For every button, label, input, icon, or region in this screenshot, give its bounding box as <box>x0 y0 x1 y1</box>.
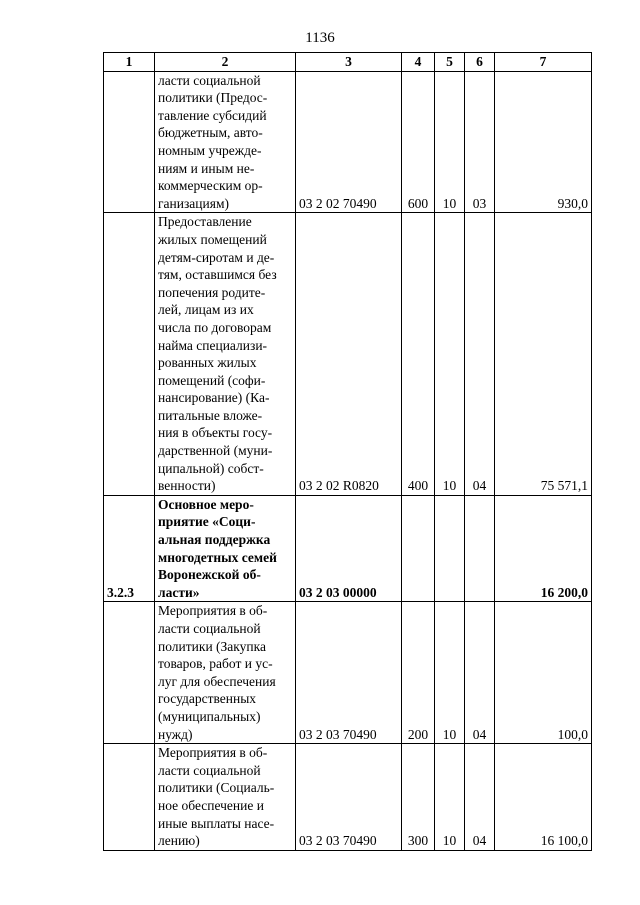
column-header-3: 3 <box>296 53 402 72</box>
table-row <box>104 71 592 213</box>
page-number: 1136 <box>305 30 335 46</box>
row-name-text: Мероприятия в об- ласти социальной политики (Социаль- ное обеспечение и иные выплаты насе- лению) <box>158 745 275 849</box>
row-amount-cell <box>495 744 592 851</box>
row-subsection-cell <box>465 71 495 213</box>
column-header-1: 1 <box>104 53 155 72</box>
row-section-cell <box>435 744 465 851</box>
column-header-4: 4 <box>402 53 435 72</box>
row-target-article-cell <box>296 744 402 851</box>
row-target-article-text: 03 2 02 70490 <box>299 195 377 211</box>
row-name-text: Основное меро- приятие «Соци- альная поддержка многодетных семей Воронежской об- ласти» <box>158 496 277 600</box>
row-subsection-text: 03 <box>472 195 487 211</box>
row-section-cell <box>435 71 465 213</box>
row-subsection-text: 04 <box>472 726 487 742</box>
row-amount-text: 75 571,1 <box>540 478 588 494</box>
row-number-cell <box>104 71 155 213</box>
row-expense-type-text: 600 <box>407 195 429 211</box>
row-amount-text: 930,0 <box>557 195 588 211</box>
row-amount-cell <box>495 213 592 496</box>
row-target-article-text: 03 2 03 00000 <box>299 584 377 600</box>
row-expense-type-text: 300 <box>407 833 429 849</box>
row-target-article-cell <box>296 213 402 496</box>
row-section-text: 10 <box>442 478 457 494</box>
row-number-cell <box>104 744 155 851</box>
row-name-cell <box>155 71 296 213</box>
row-name-cell <box>155 602 296 744</box>
row-amount-cell <box>495 495 592 602</box>
row-name-cell <box>155 744 296 851</box>
row-section-text: 10 <box>442 833 457 849</box>
table-row <box>104 213 592 496</box>
row-expense-type-cell <box>402 495 435 602</box>
row-amount-text: 16 100,0 <box>540 833 588 849</box>
row-number-cell <box>104 213 155 496</box>
row-expense-type-text: 200 <box>407 726 429 742</box>
table-row <box>104 602 592 744</box>
row-amount-cell <box>495 602 592 744</box>
row-subsection-cell <box>465 744 495 851</box>
column-header-7: 7 <box>495 53 592 72</box>
row-number-text: 3.2.3 <box>107 584 134 600</box>
row-subsection-cell <box>465 602 495 744</box>
row-target-article-cell <box>296 602 402 744</box>
row-name-cell <box>155 213 296 496</box>
row-expense-type-cell <box>402 602 435 744</box>
row-name-text: Мероприятия в об- ласти социальной политики (Закупка товаров, работ и ус- луг для обеспечения государственных (муниципальных) нужд) <box>158 603 276 742</box>
budget-table <box>103 52 592 851</box>
column-header-6: 6 <box>465 53 495 72</box>
row-subsection-text: 04 <box>472 478 487 494</box>
row-section-text: 10 <box>442 195 457 211</box>
row-target-article-text: 03 2 02 R0820 <box>299 478 379 494</box>
row-number-cell <box>104 602 155 744</box>
row-target-article-cell <box>296 495 402 602</box>
row-expense-type-cell <box>402 213 435 496</box>
row-subsection-cell <box>465 213 495 496</box>
row-subsection-text: 04 <box>472 833 487 849</box>
row-amount-text: 16 200,0 <box>540 584 588 600</box>
row-section-cell <box>435 602 465 744</box>
row-section-text: 10 <box>442 726 457 742</box>
row-expense-type-cell <box>402 744 435 851</box>
row-name-cell <box>155 495 296 602</box>
column-header-2: 2 <box>155 53 296 72</box>
row-expense-type-cell <box>402 71 435 213</box>
row-target-article-text: 03 2 03 70490 <box>299 726 377 742</box>
row-number-cell <box>104 495 155 602</box>
table-row <box>104 495 592 602</box>
column-header-5: 5 <box>435 53 465 72</box>
row-name-text: Предоставление жилых помещений детям-сиротам и де- тям, оставшимся без попечения родите- лей, лицам из их числа по договорам найма специализи- рованных жилых помещений (софи- нансирование) (Ка- питальные вложе- ния в объекты госу- дарственной (муни- ципальной) собст- венности) <box>158 214 277 494</box>
row-amount-text: 100,0 <box>557 726 588 742</box>
row-name-text: ласти социальной политики (Предос- тавление субсидий бюджетным, авто- номным учрежде- ниям и иным не- коммерческим ор- ганизациям) <box>158 72 268 211</box>
row-target-article-cell <box>296 71 402 213</box>
row-subsection-cell <box>465 495 495 602</box>
table-header-row <box>104 53 592 72</box>
row-section-cell <box>435 213 465 496</box>
table-row <box>104 744 592 851</box>
row-section-cell <box>435 495 465 602</box>
row-expense-type-text: 400 <box>407 478 429 494</box>
row-target-article-text: 03 2 03 70490 <box>299 833 377 849</box>
row-amount-cell <box>495 71 592 213</box>
